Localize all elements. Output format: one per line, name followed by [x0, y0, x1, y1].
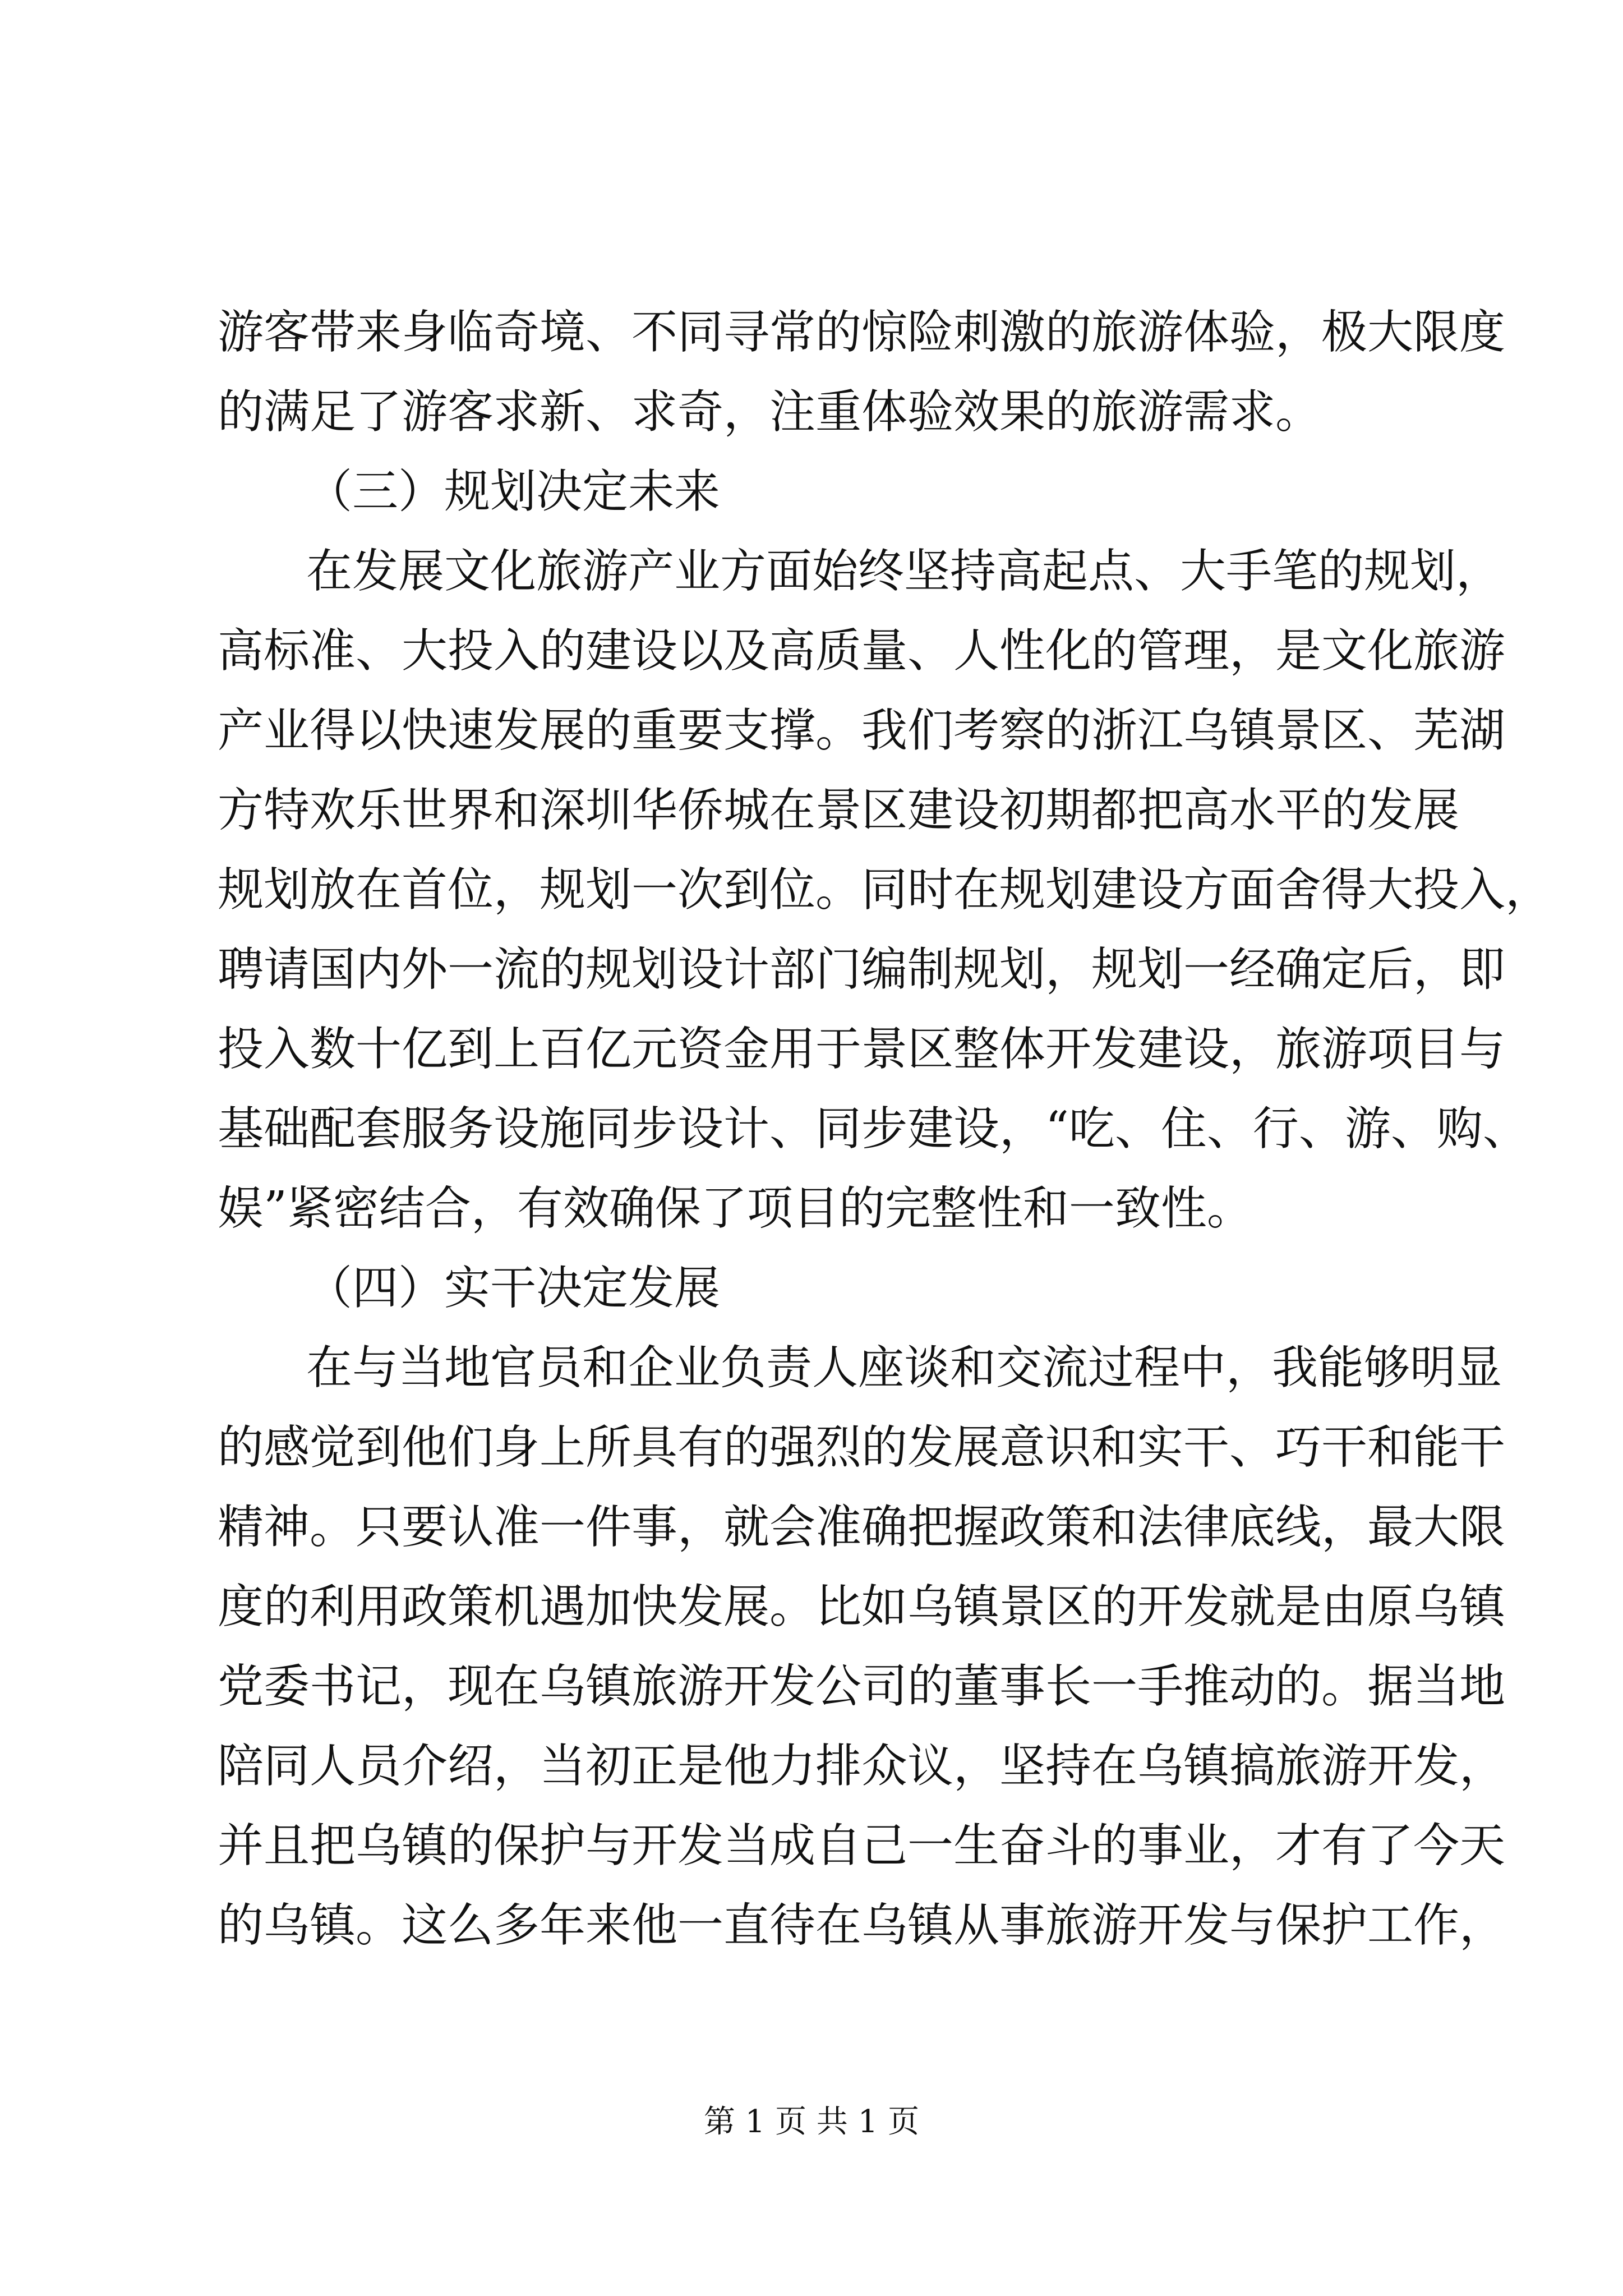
paragraph-line: 聘请国内外一流的规划设计部门编制规划，规划一经确定后，即 [218, 943, 1506, 996]
paragraph-line: 度的利用政策机遇加快发展。比如乌镇景区的开发就是由原乌镇 [218, 1580, 1506, 1634]
paragraph-line: 精神。只要认准一件事，就会准确把握政策和法律底线，最大限 [218, 1501, 1506, 1554]
section-heading: （三）规划决定未来 [306, 465, 721, 518]
section-heading: （四）实干决定发展 [306, 1262, 721, 1315]
paragraph-line: 投入数十亿到上百亿元资金用于景区整体开发建设，旅游项目与 [218, 1023, 1506, 1076]
paragraph-line: 的感觉到他们身上所具有的强烈的发展意识和实干、巧干和能干 [218, 1421, 1506, 1474]
paragraph-line: 规划放在首位，规划一次到位。同时在规划建设方面舍得大投入， [218, 863, 1552, 917]
paragraph-line: 在与当地官员和企业负责人座谈和交流过程中，我能够明显 [306, 1341, 1502, 1395]
paragraph-line: 并且把乌镇的保护与开发当成自己一生奋斗的事业，才有了今天 [218, 1819, 1506, 1872]
paragraph-line: 的乌镇。这么多年来他一直待在乌镇从事旅游开发与保护工作， [218, 1899, 1506, 1952]
page-number-footer: 第 1 页 共 1 页 [703, 2104, 920, 2140]
paragraph-line: 党委书记，现在乌镇旅游开发公司的董事长一手推动的。据当地 [218, 1660, 1506, 1713]
paragraph-line: 的满足了游客求新、求奇，注重体验效果的旅游需求。 [218, 385, 1322, 439]
paragraph-line: 陪同人员介绍，当初正是他力排众议，坚持在乌镇搞旅游开发， [218, 1740, 1506, 1793]
paragraph-line: 基础配套服务设施同步设计、同步建设，“吃、住、行、游、购、 [218, 1102, 1529, 1156]
paragraph-line: 游客带来身临奇境、不同寻常的惊险刺激的旅游体验，极大限度 [218, 306, 1506, 359]
paragraph-line: 产业得以快速发展的重要支撑。我们考察的浙江乌镇景区、芜湖 [218, 704, 1506, 757]
paragraph-line: 高标准、大投入的建设以及高质量、人性化的管理，是文化旅游 [218, 624, 1506, 678]
paragraph-line: 在发展文化旅游产业方面始终坚持高起点、大手笔的规划， [306, 545, 1502, 598]
paragraph-line: 娱”紧密结合，有效确保了项目的完整性和一致性。 [218, 1182, 1253, 1235]
paragraph-line: 方特欢乐世界和深圳华侨城在景区建设初期都把高水平的发展 [218, 784, 1460, 837]
